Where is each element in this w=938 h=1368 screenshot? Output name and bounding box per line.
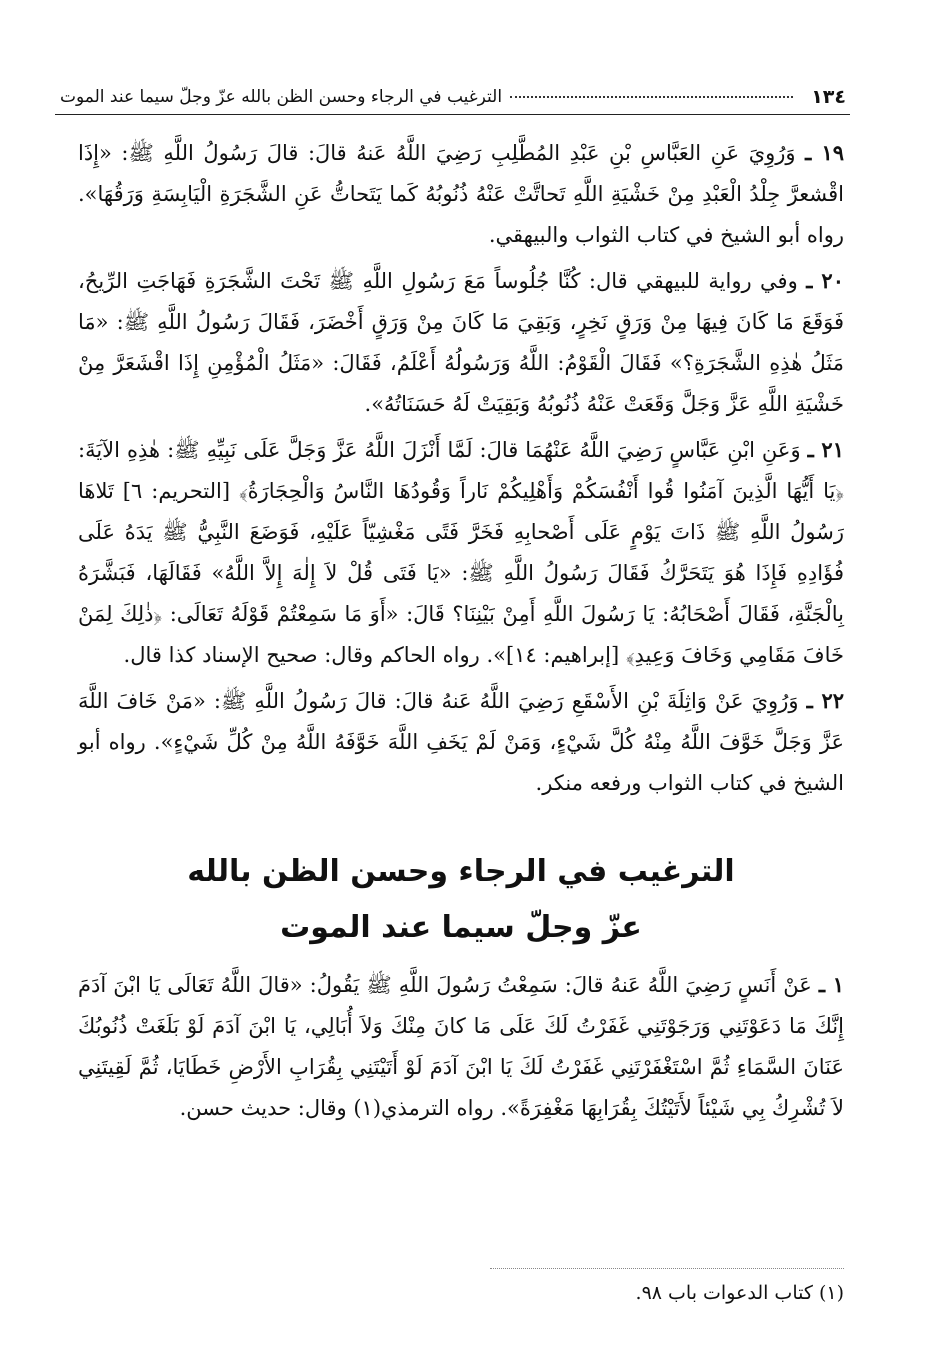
hadith-number: ٢١ ـ	[807, 437, 844, 462]
hadith-text: وَعَنِ ابْنِ عَبَّاسٍ رَضِيَ اللَّهُ عَنْهُمَا قالَ: لَمَّا أَنْزَلَ اللَّهُ عَزَّ وَجَلَّ عَلَى نَبِيِّهِ ﷺ: هٰذِهِ الآيَةَ: ﴿يَا أَيُّهَا الَّذِينَ آمَنُوا قُوا أَنْفُسَكُمْ وَأَهْلِيكُمْ نَاراً وَقُودُهَا النَّاسُ وَالْحِجَارَةُ﴾ [التحريم: ٦] تَلاهَا رَسُولُ اللَّهِ ﷺ ذَاتَ يَوْمٍ عَلَى أَصْحابِهِ فَخَرَّ فَتًى مَغْشِيّاً عَلَيْهِ، فَوَضَعَ النَّبِيُّ ﷺ يَدَهُ عَلَى فُؤَادِهِ فَإِذَا هُوَ يَتَحَرَّكُ فَقَالَ رَسُولُ اللَّهِ ﷺ: «يَا فَتَى قُلْ لاَ إِلٰهَ إِلاَّ اللَّهُ» فَقَالَهَا، فَبَشَّرَهُ بِالْجَنَّةِ، فَقَالَ أَصْحَابُهُ: يَا رَسُولَ اللَّهِ أَمِنْ بَيْنِنَا؟ قَالَ: «أَوَ مَا سَمِعْتُمْ قَوْلَهُ تَعَالَى: ﴿ذٰلِكَ لِمَنْ خَافَ مَقَامِي وَخَافَ وَعِيدِ﴾ [إبراهيم: ١٤]». رواه الحاكم وقال: صحيح الإسناد كذا قال.	[78, 438, 844, 667]
hadith-paragraph	[78, 680, 844, 804]
header-dot-leader	[510, 96, 793, 98]
running-title: الترغيب في الرجاء وحسن الظن بالله عزّ وجلّ سيما عند الموت	[60, 87, 503, 107]
hadith-text: وفي رواية للبيهقي قال: كُنَّا جُلُوساً مَعَ رَسُولِ اللَّهِ ﷺ تَحْتَ الشَّجَرَةِ فَهَاجَتِ الرِّيحُ، فَوَقَعَ مَا كَانَ فِيهَا مِنْ وَرَقٍ نَخِرٍ، وَبَقِيَ مَا كَانَ مِنْ وَرَقٍ أَخْضَرَ، فَقَالَ رَسُولُ اللَّهِ ﷺ: «مَا مَثَلُ هٰذِهِ الشَّجَرَةِ؟» فَقَالَ الْقَوْمُ: اللَّهُ وَرَسُولُهُ أَعْلَمُ، فَقَالَ: «مَثَلُ الْمُؤْمِنِ إِذَا اقْشَعَرَّ مِنْ خَشْيَةِ اللَّهِ عَزَّ وَجَلَّ وَقَعَتْ عَنْهُ ذُنُوبُهُ وَبَقِيَتْ لَهُ حَسَنَاتُهُ».	[78, 269, 844, 416]
page-number: ١٣٤	[811, 86, 846, 108]
hadith-text: عَنْ أَنَسٍ رَضِيَ اللَّهُ عَنهُ قالَ: سَمِعْتُ رَسُولَ اللَّهِ ﷺ يَقُولُ: «قالَ اللَّهُ تَعَالَى يَا ابْنَ آدَمَ إِنَّكَ مَا دَعَوْتَنِي وَرَجَوْتَنِي غَفَرْتُ لَكَ عَلَى مَا كانَ مِنْكَ وَلاَ أُبَالِي، يَا ابْنَ آدَمَ لَوْ بَلَغَتْ ذُنُوبُكَ عَنَانَ السَّمَاءِ ثُمَّ اسْتَغْفَرْتَنِي غَفَرْتُ لَكَ يَا ابْنَ آدَمَ لَوْ أَتَيْتَنِي بِقُرَابِ الأَرْضِ خَطَايَا، ثُمَّ لَقِيتَنِي لاَ تُشْرِكُ بِي شَيْئاً لأَتَيْتُكَ بِقُرَابِهَا مَغْفِرَةً». رواه الترمذي(١) وقال: حديث حسن.	[78, 973, 844, 1120]
running-header	[60, 82, 846, 112]
hadith-number: ٢٠ ـ	[806, 268, 844, 293]
header-rule	[55, 114, 850, 115]
section-heading-line-2: عزّ وجلّ سيما عند الموت	[280, 910, 642, 945]
hadith-number: ٢٢ ـ	[806, 688, 844, 713]
footnote-text: كتاب الدعوات باب ٩٨.	[635, 1282, 813, 1304]
section-heading-line-1: الترغيب في الرجاء وحسن الظن بالله	[187, 854, 735, 889]
hadith-paragraph	[78, 964, 844, 1129]
hadith-paragraph	[78, 429, 844, 676]
hadith-text: وَرُوِيَ عَنْ وَاثِلَةَ بْنِ الأَسْقَعِ رَضِيَ اللَّهُ عَنهُ قالَ: قالَ رَسُولُ اللَّهِ ﷺ: «مَنْ خَافَ اللَّهَ عَزَّ وَجَلَّ خَوَّفَ اللَّهُ مِنْهُ كُلَّ شَيْءٍ، وَمَنْ لَمْ يَخَفِ اللَّهَ خَوَّفَهُ اللَّهُ مِنْ كُلِّ شَيْءٍ». رواه أبو الشيخ في كتاب الثواب ورفعه منكر.	[78, 689, 844, 795]
footnote	[78, 1278, 844, 1308]
footnote-rule	[490, 1268, 844, 1269]
hadith-paragraph	[78, 260, 844, 425]
hadith-number: ١٩ ـ	[805, 140, 844, 165]
section-heading	[78, 844, 844, 956]
hadith-text: وَرُوِيَ عَنِ العَبَّاسِ بْنِ عَبْدِ المُطَّلِبِ رَضِيَ اللَّهُ عَنهُ قالَ: قالَ رَسُولُ اللَّهِ ﷺ: «إِذَا اقْشعرَّ جِلْدُ الْعَبْدِ مِنْ خَشْيَةِ اللَّهِ تَحاتَّتْ عَنْهُ ذُنُوبُهُ كَما يَتَحاتُّ عَنِ الشَّجَرَةِ الْيَابِسَةِ وَرَقُهَا». رواه أبو الشيخ في كتاب الثواب والبيهقي.	[78, 141, 844, 247]
footnote-marker: (١)	[818, 1282, 844, 1304]
hadith-paragraph	[78, 132, 844, 256]
hadith-number: ١ ـ	[818, 972, 844, 997]
page-body	[78, 132, 844, 1133]
